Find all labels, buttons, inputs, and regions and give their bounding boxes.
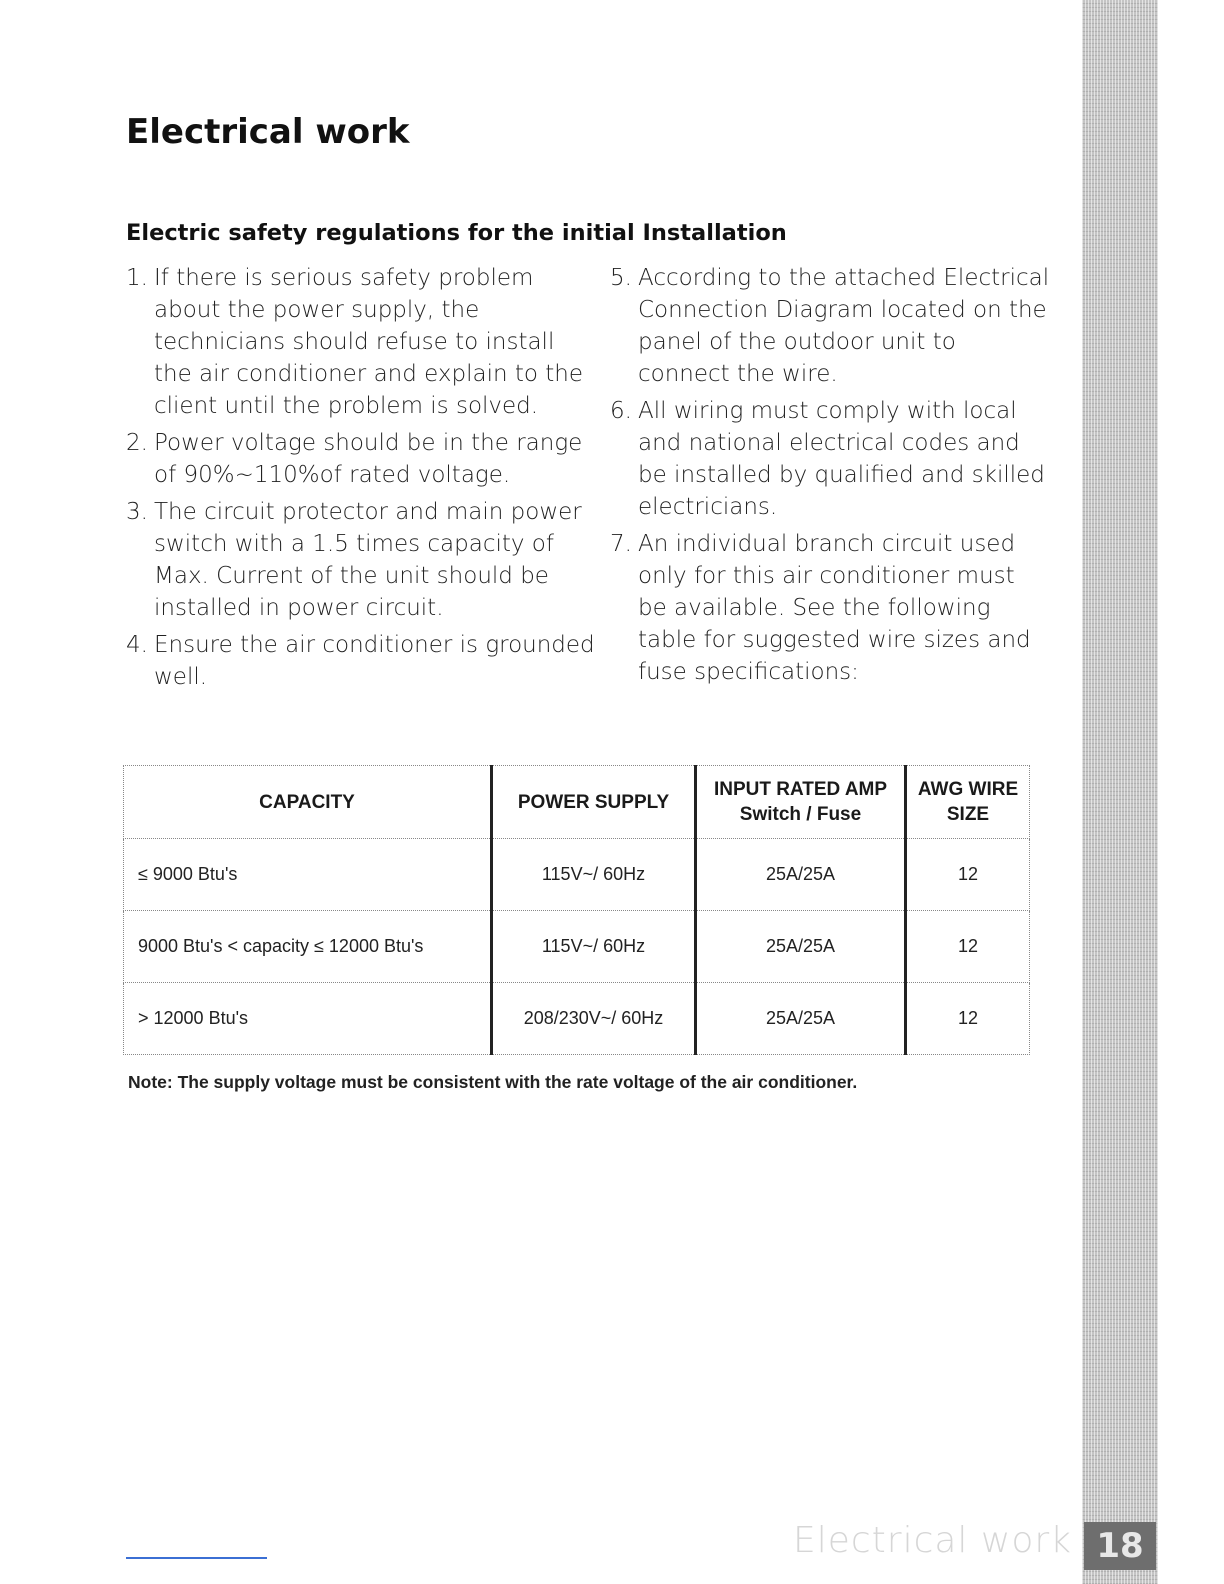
table-header-row [124, 766, 1030, 839]
cell-wire-size: 12 [906, 983, 1030, 1055]
list-item-number: 3. [126, 499, 148, 525]
cell-power-supply: 115V~/ 60Hz [492, 839, 696, 911]
header-wire-line1: AWG WIRE [917, 779, 1019, 800]
list-item-text: If there is serious safety problem about the power supply, the technicians should refuse to install the air conditioner and explain to the client until the problem is solved. [154, 265, 584, 419]
cell-capacity: > 12000 Btu's [124, 983, 492, 1055]
cell-capacity: 9000 Btu's < capacity ≤ 12000 Btu's [124, 911, 492, 983]
wire-size-table [123, 765, 1030, 1055]
page-number-badge: 18 [1084, 1522, 1156, 1570]
list-item-number: 5. [610, 265, 632, 291]
cell-capacity: ≤ 9000 Btu's [124, 839, 492, 911]
list-item [126, 629, 596, 693]
header-amp-line2: Switch / Fuse [739, 804, 862, 825]
cell-wire-size: 12 [906, 911, 1030, 983]
header-amp-line1: INPUT RATED AMP [713, 779, 888, 800]
list-item-number: 6. [610, 398, 632, 424]
cell-power-supply: 208/230V~/ 60Hz [492, 983, 696, 1055]
header-awg-wire-size [906, 766, 1030, 839]
cell-rated-amp: 25A/25A [696, 911, 906, 983]
list-item [126, 496, 596, 624]
regulations-list-right [610, 262, 1050, 693]
list-item-number: 1. [126, 265, 148, 291]
header-power-supply: POWER SUPPLY [492, 766, 696, 839]
list-item-text: All wiring must comply with local and national electrical codes and be installed by qualified and skilled electricians. [638, 398, 1045, 520]
table-row [124, 911, 1030, 983]
cell-power-supply: 115V~/ 60Hz [492, 911, 696, 983]
list-item-text: An individual branch circuit used only for this air conditioner must be available. See the following table for suggested wire sizes and fuse specifications: [638, 531, 1031, 685]
list-item-text: The circuit protector and main power switch with a 1.5 times capacity of Max. Current of the unit should be installed in power circuit. [154, 499, 582, 621]
cell-rated-amp: 25A/25A [696, 983, 906, 1055]
list-item-text: Power voltage should be in the range of 90%~110%of rated voltage. [154, 430, 583, 488]
header-input-rated-amp [696, 766, 906, 839]
list-item-number: 2. [126, 430, 148, 456]
section-heading: Electric safety regulations for the initial Installation [126, 220, 787, 246]
table-row [124, 983, 1030, 1055]
list-item-number: 4. [126, 632, 148, 658]
cell-wire-size: 12 [906, 839, 1030, 911]
list-item [126, 427, 596, 491]
list-item-text: Ensure the air conditioner is grounded well. [154, 632, 595, 690]
list-item [126, 262, 596, 422]
footer-section-label: Electrical work [792, 1520, 1072, 1561]
table-row [124, 839, 1030, 911]
header-wire-line2: SIZE [946, 804, 990, 825]
footer-rule [126, 1557, 267, 1559]
list-item [610, 528, 1050, 688]
list-item [610, 262, 1050, 390]
list-item-text: According to the attached Electrical Connection Diagram located on the panel of the outdoor unit to connect the wire. [638, 265, 1050, 387]
list-item-number: 7. [610, 531, 632, 557]
list-item [610, 395, 1050, 523]
page-title: Electrical work [126, 112, 410, 152]
regulations-list-left [126, 262, 596, 698]
header-capacity: CAPACITY [124, 766, 492, 839]
table-note: Note: The supply voltage must be consistent with the rate voltage of the air conditioner. [128, 1072, 858, 1092]
cell-rated-amp: 25A/25A [696, 839, 906, 911]
decorative-sidebar-strip [1082, 0, 1158, 1584]
